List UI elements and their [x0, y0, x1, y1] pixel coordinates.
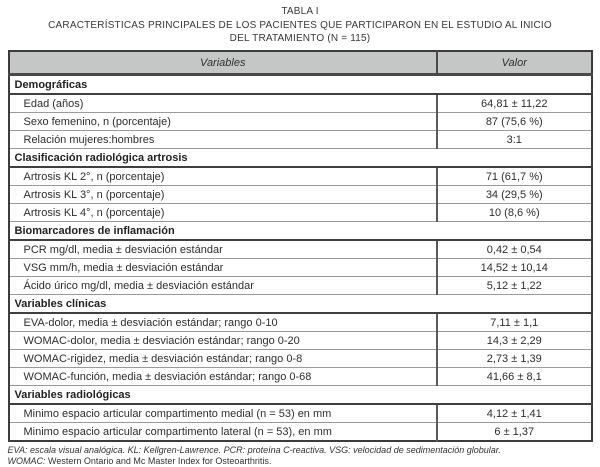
row-label: VSG mm/h, media ± desviación estándar	[9, 259, 438, 277]
table-row	[9, 277, 592, 295]
table-row	[9, 259, 592, 277]
footnote-line1: EVA: escala visual analógica. KL: Kellgren-Lawrence. PCR: proteína C-reactiva. VSG: velocidad de sedimentación globular.	[7, 445, 501, 455]
row-value: 0,42 ± 0,54	[437, 240, 592, 259]
row-value: 6 ± 1,37	[437, 423, 592, 442]
section-title: Variables clínicas	[9, 295, 592, 314]
row-value: 34 (29,5 %)	[437, 186, 592, 204]
row-label: Minimo espacio articular compartimento medial (n = 53) en mm	[23, 407, 332, 420]
section-row	[9, 295, 592, 314]
table-row	[9, 131, 592, 149]
row-value: 4,12 ± 1,41	[437, 404, 592, 423]
table-title-line1: CARACTERÍSTICAS PRINCIPALES DE LOS PACIENTES QUE PARTICIPARON EN EL ESTUDIO AL INICIO	[48, 20, 552, 31]
row-label: Artrosis KL 4°, n (porcentaje)	[9, 204, 438, 222]
row-value: 87 (75,6 %)	[437, 113, 592, 131]
section-title: Clasificación radiológica artrosis	[9, 149, 592, 168]
row-label: WOMAC-función, media ± desviación estándar; rango 0-68	[9, 368, 438, 386]
table-row	[9, 113, 592, 131]
row-value: 14,52 ± 10,14	[437, 259, 592, 277]
table-row	[9, 423, 592, 442]
row-value: 71 (61,7 %)	[437, 167, 592, 186]
table-row	[9, 240, 592, 259]
section-row	[9, 75, 592, 95]
row-label: WOMAC-rigidez, media ± desviación estándar; rango 0-8	[9, 350, 438, 368]
row-label: Edad (años)	[23, 97, 84, 110]
table-number: TABLA I	[281, 6, 319, 17]
row-label: Relación mujeres:hombres	[9, 131, 438, 149]
row-label: Ácido úrico mg/dl, media ± desviación estándar	[9, 277, 438, 295]
section-row	[9, 222, 592, 241]
row-value: 3:1	[437, 131, 592, 149]
row-label: EVA-dolor, media ± desviación estándar; rango 0-10	[23, 316, 278, 329]
table-row	[9, 313, 592, 332]
footnote-line2-text: Western Ontario and Mc Master Index for Osteoarthritis.	[45, 456, 272, 466]
section-title: Variables radiológicas	[9, 386, 592, 405]
row-value: 5,12 ± 1,22	[437, 277, 592, 295]
column-header-variables: Variables	[9, 51, 438, 75]
table-footnote	[8, 445, 593, 467]
table-row	[9, 167, 592, 186]
table-row	[9, 204, 592, 222]
footnote-abbr-womac: WOMAC:	[7, 456, 46, 466]
row-value: 2,73 ± 1,39	[437, 350, 592, 368]
row-label: PCR mg/dl, media ± desviación estándar	[23, 243, 223, 256]
table-caption	[0, 0, 600, 45]
table-row	[9, 332, 592, 350]
section-title: Demográficas	[9, 75, 592, 95]
section-row	[9, 149, 592, 168]
row-label: Sexo femenino, n (porcentaje)	[9, 113, 438, 131]
table-row	[9, 186, 592, 204]
table-row	[9, 368, 592, 386]
row-value: 14,3 ± 2,29	[437, 332, 592, 350]
row-label: Minimo espacio articular compartimento lateral (n = 53), en mm	[9, 423, 438, 442]
table-row	[9, 404, 592, 423]
table-row	[9, 350, 592, 368]
row-label: Artrosis KL 3°, n (porcentaje)	[9, 186, 438, 204]
row-label: WOMAC-dolor, media ± desviación estándar; rango 0-20	[9, 332, 438, 350]
data-table	[8, 50, 593, 442]
row-value: 7,11 ± 1,1	[437, 313, 592, 332]
row-value: 41,66 ± 8,1	[437, 368, 592, 386]
section-title: Biomarcadores de inflamación	[9, 222, 592, 241]
table-row	[9, 94, 592, 113]
header-row	[9, 51, 592, 75]
row-value: 10 (8,6 %)	[437, 204, 592, 222]
row-label: Artrosis KL 2°, n (porcentaje)	[23, 170, 165, 183]
footnote-line2	[8, 456, 593, 467]
column-header-valor: Valor	[437, 51, 592, 75]
row-value: 64,81 ± 11,22	[437, 94, 592, 113]
table-title-line2: DEL TRATAMIENTO (N = 115)	[229, 33, 371, 44]
section-row	[9, 386, 592, 405]
